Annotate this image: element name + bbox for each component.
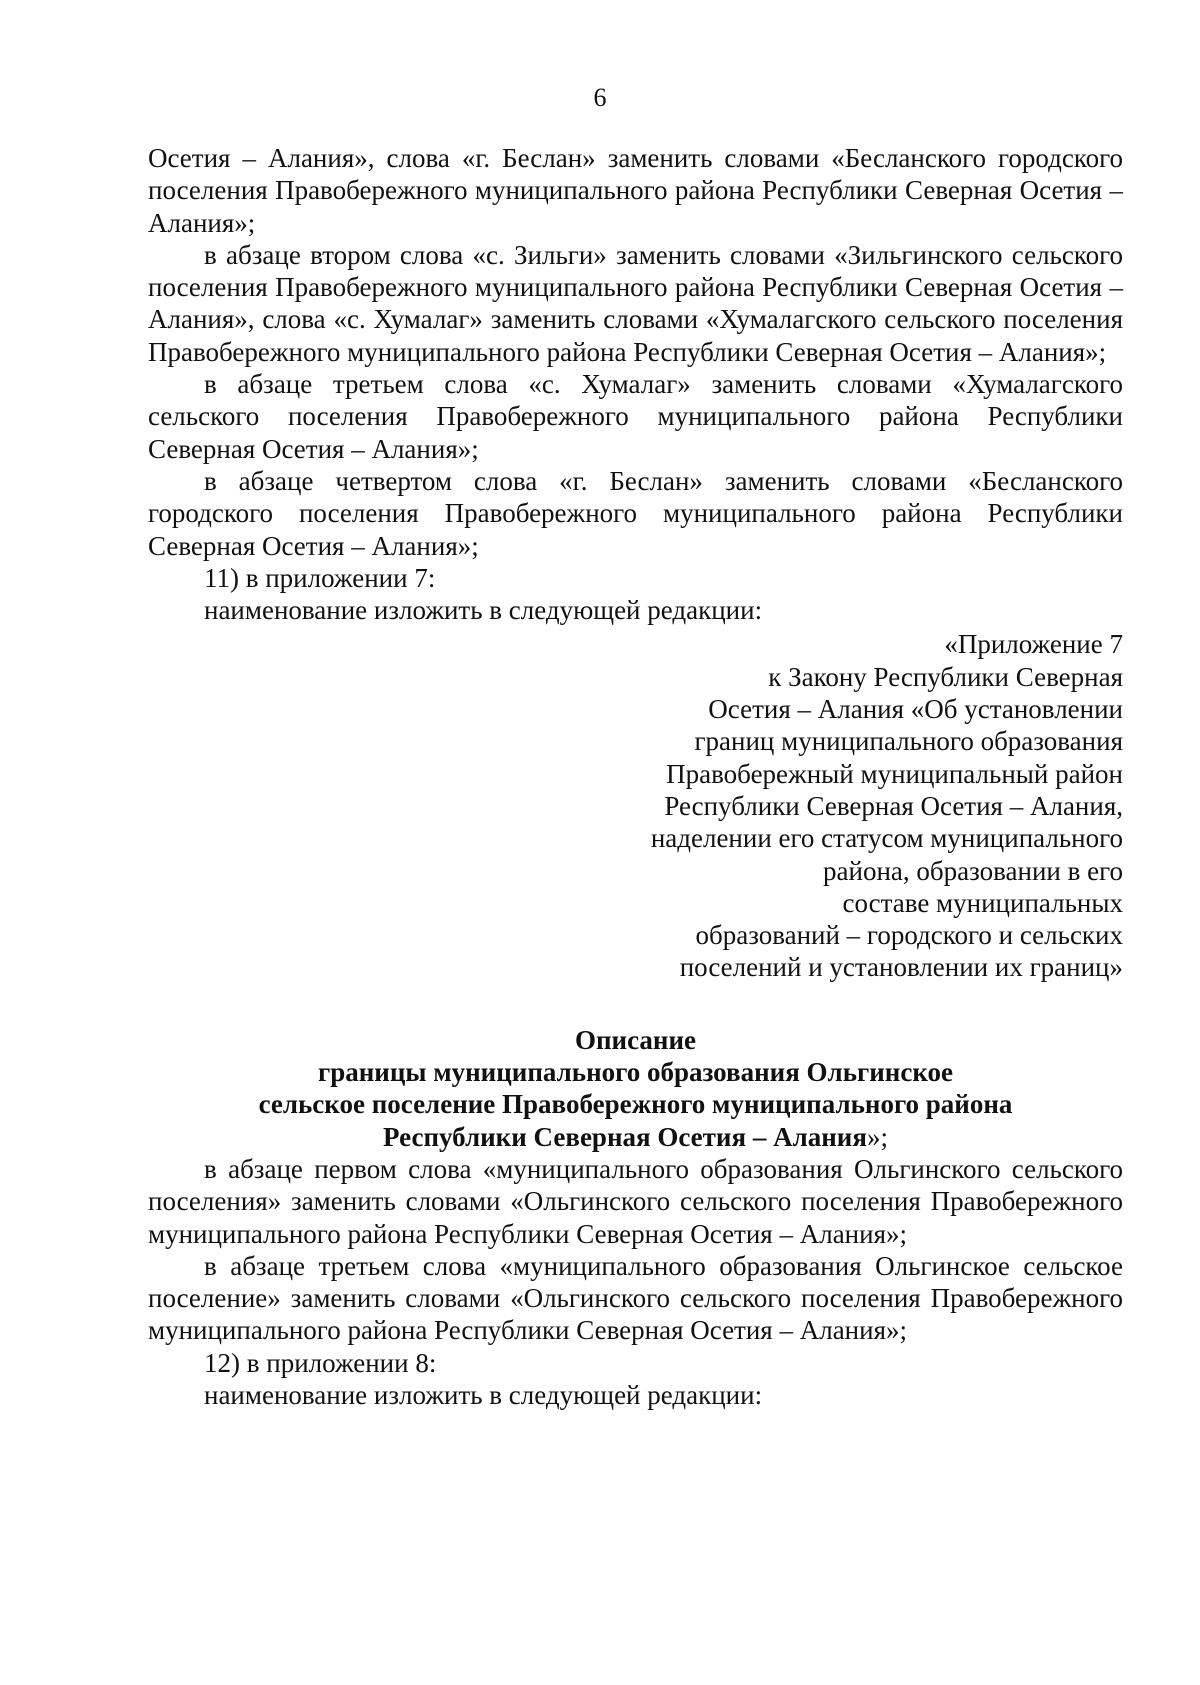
item-12-heading: 12) в приложении 8: (204, 1347, 437, 1378)
paragraph-continuation: Осетия – Алания», слова «г. Беслан» заменить словами «Бесланского городского поселения Правобережного муниципального района Республики Северная Осетия – Алания»; (148, 143, 1123, 238)
appendix-line: наделении его статусом муниципального (650, 823, 1123, 854)
item-12-instruction: наименование изложить в следующей редакции: (204, 1379, 763, 1410)
appendix-7-reference (148, 628, 1123, 983)
heading-line: границы муниципального образования Ольгинское (317, 1057, 954, 1088)
heading-line-last (148, 1121, 1123, 1153)
appendix-line: к Закону Республики Северная (768, 661, 1123, 692)
appendix-line: границ муниципального образования (694, 726, 1123, 757)
appendix-line: района, образовании в его (823, 855, 1123, 886)
paragraph-third-abzac-olginskoe: в абзаце третьем слова «муниципального образования Ольгинское сельское поселение» заменить словами «Ольгинского сельского поселения Правобережного муниципального района Республики Северная Осетия – Алания»; (148, 1250, 1123, 1346)
heading-line-text: Республики Северная Осетия – Алания (383, 1121, 867, 1152)
item-11-instruction: наименование изложить в следующей редакции: (204, 595, 763, 626)
appendix-line: Республики Северная Осетия – Алания, (664, 790, 1123, 821)
paragraph-fourth-abzac: в абзаце четвертом слова «г. Беслан» заменить словами «Бесланского городского поселения Правобережного муниципального района Республики Северная Осетия – Алания»; (148, 465, 1123, 561)
section-heading (148, 1024, 1123, 1153)
page-number: 6 (593, 83, 607, 112)
appendix-line: «Приложение 7 (944, 629, 1123, 660)
appendix-line: образований – городского и сельских (695, 920, 1123, 951)
heading-line: сельское поселение Правобережного муниципального района (258, 1089, 1013, 1120)
appendix-line: Правобережный муниципальный район (666, 758, 1123, 789)
paragraph-second-abzac: в абзаце втором слова «с. Зильги» заменить словами «Зильгинского сельского поселения Правобережного муниципального района Республики Северная Осетия – Алания», слова «с. Хумалаг» заменить словами «Хумалагского сельского поселения Правобережного муниципального района Республики Северная Осетия – Алания»; (148, 239, 1123, 367)
document-body (148, 142, 1123, 1411)
paragraph-first-abzac: в абзаце первом слова «муниципального образования Ольгинского сельского поселения» заменить словами «Ольгинского сельского поселения Правобережного муниципального района Республики Северная Осетия – Алания»; (148, 1153, 1123, 1249)
heading-line-suffix: »; (866, 1121, 888, 1152)
appendix-line: поселений и установлении их границ» (679, 952, 1123, 983)
heading-title: Описание (574, 1024, 697, 1055)
appendix-line: составе муниципальных (842, 887, 1123, 918)
paragraph-third-abzac: в абзаце третьем слова «с. Хумалаг» заменить словами «Хумалагского сельского поселения Правобережного муниципального района Республики Северная Осетия – Алания»; (148, 369, 1123, 464)
appendix-line: Осетия – Алания «Об установлении (708, 694, 1123, 725)
item-11-heading: 11) в приложении 7: (204, 562, 436, 593)
